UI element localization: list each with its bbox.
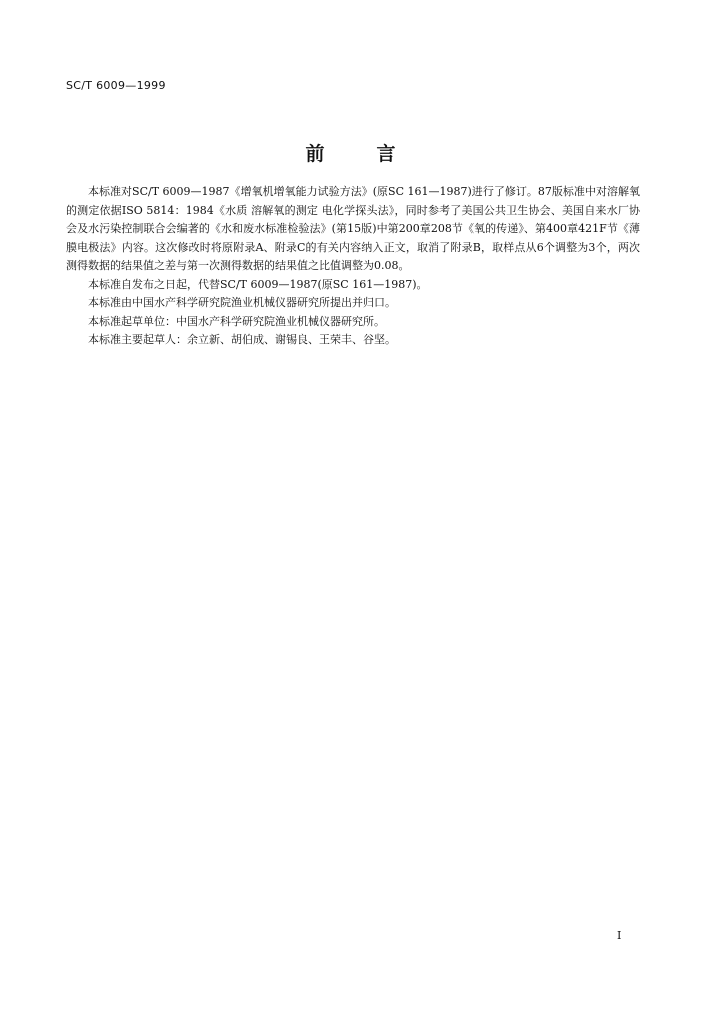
paragraph-drafters: 本标准主要起草人：余立新、胡伯成、谢锡良、王荣丰、谷坚。 xyxy=(88,333,396,346)
paragraph-revision: 本标准对SC/T 6009—1987《增氧机增氧能力试验方法》(原SC 161—1987)进行了修订。87版标准中对溶解氧的测定依据ISO 5814：1984《水质 溶解氧的测定 电化学探头法》，同时参考了美国公共卫生协会、美国自来水厂协会及水污染控制联合会编著的《水和废水标准检验法》(第15版)中第200章208节《氧的传递》、第400章421F节《薄膜电极法》内容。这次修改时将原附录A、附录C的有关内容纳入正文，取消了附录B，取样点从6个调整为3个，两次测得数据的结果值之差与第一次测得数据的结果值之比值调整为0.08。 xyxy=(66,185,640,272)
standard-code-header: SC/T 6009—1999 xyxy=(66,79,166,92)
paragraph-drafting-unit: 本标准起草单位：中国水产科学研究院渔业机械仪器研究所。 xyxy=(88,314,385,328)
paragraph-replacement: 本标准自发布之日起，代替SC/T 6009—1987(原SC 161—1987)。 xyxy=(88,277,428,291)
page-number: I xyxy=(617,929,622,942)
foreword-body xyxy=(66,183,640,350)
page-title: 前言 xyxy=(305,143,448,165)
paragraph-proposer: 本标准由中国水产科学研究院渔业机械仪器研究所提出并归口。 xyxy=(88,296,396,309)
